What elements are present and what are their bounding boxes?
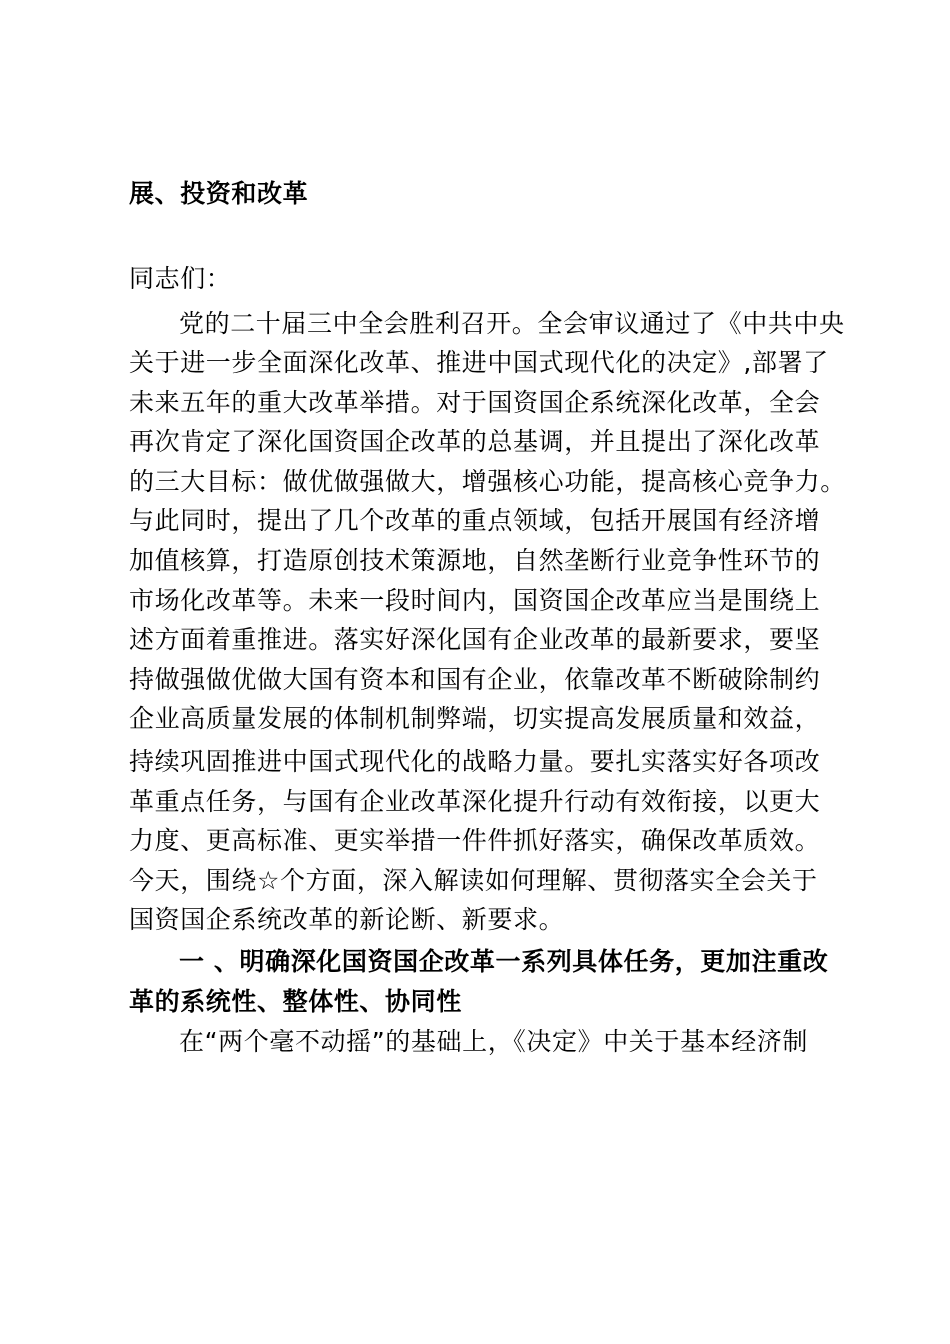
section-heading-line: 革的系统性、整体性、协同性 bbox=[129, 987, 462, 1016]
title-fragment: 展、投资和改革 bbox=[129, 179, 309, 208]
paragraph-line: 述方面着重推进。落实好深化国有企业改革的最新要求，要坚 bbox=[129, 625, 821, 654]
paragraph-line: 与此同时，提出了几个改革的重点领域，包括开展国有经济增 bbox=[129, 506, 821, 535]
section-heading-line: 一 、明确深化国资国企改革一系列具体任务，更加注重改 bbox=[179, 947, 829, 976]
paragraph-line: 持续巩固推进中国式现代化的战略力量。要扎实落实好各项改 bbox=[129, 747, 821, 776]
paragraph-line: 关于进一步全面深化改革、推进中国式现代化的决定》,部署了 bbox=[129, 348, 829, 377]
paragraph-line: 持做强做优做大国有资本和国有企业，依靠改革不断破除制约 bbox=[129, 665, 821, 694]
paragraph-line: 未来五年的重大改革举措。对于国资国企系统深化改革，全会 bbox=[129, 388, 821, 417]
salutation: 同志们： bbox=[129, 264, 232, 293]
paragraph-line: 力度、更高标准、更实举措一件件抓好落实，确保改革质效。 bbox=[129, 826, 821, 855]
paragraph-line: 的三大目标：做优做强做大，增强核心功能，提高核心竞争力。 bbox=[129, 467, 846, 496]
paragraph-line: 国资国企系统改革的新论断、新要求。 bbox=[129, 905, 565, 934]
paragraph-line: 企业高质量发展的体制机制弊端，切实提高发展质量和效益， bbox=[129, 704, 821, 733]
paragraph-line: 在“两个毫不动摇”的基础上，《决定》中关于基本经济制 bbox=[179, 1027, 809, 1056]
paragraph-line: 革重点任务，与国有企业改革深化提升行动有效衔接，以更大 bbox=[129, 787, 821, 816]
paragraph-line: 市场化改革等。未来一段时间内，国资国企改革应当是围绕上 bbox=[129, 586, 821, 615]
paragraph-line: 党的二十届三中全会胜利召开。全会审议通过了《中共中央 bbox=[179, 309, 845, 338]
paragraph-line: 今天，围绕☆个方面，深入解读如何理解、贯彻落实全会关于 bbox=[129, 866, 818, 895]
paragraph-line: 再次肯定了深化国资国企改革的总基调，并且提出了深化改革 bbox=[129, 427, 821, 456]
paragraph-line: 加值核算，打造原创技术策源地，自然垄断行业竞争性环节的 bbox=[129, 546, 821, 575]
